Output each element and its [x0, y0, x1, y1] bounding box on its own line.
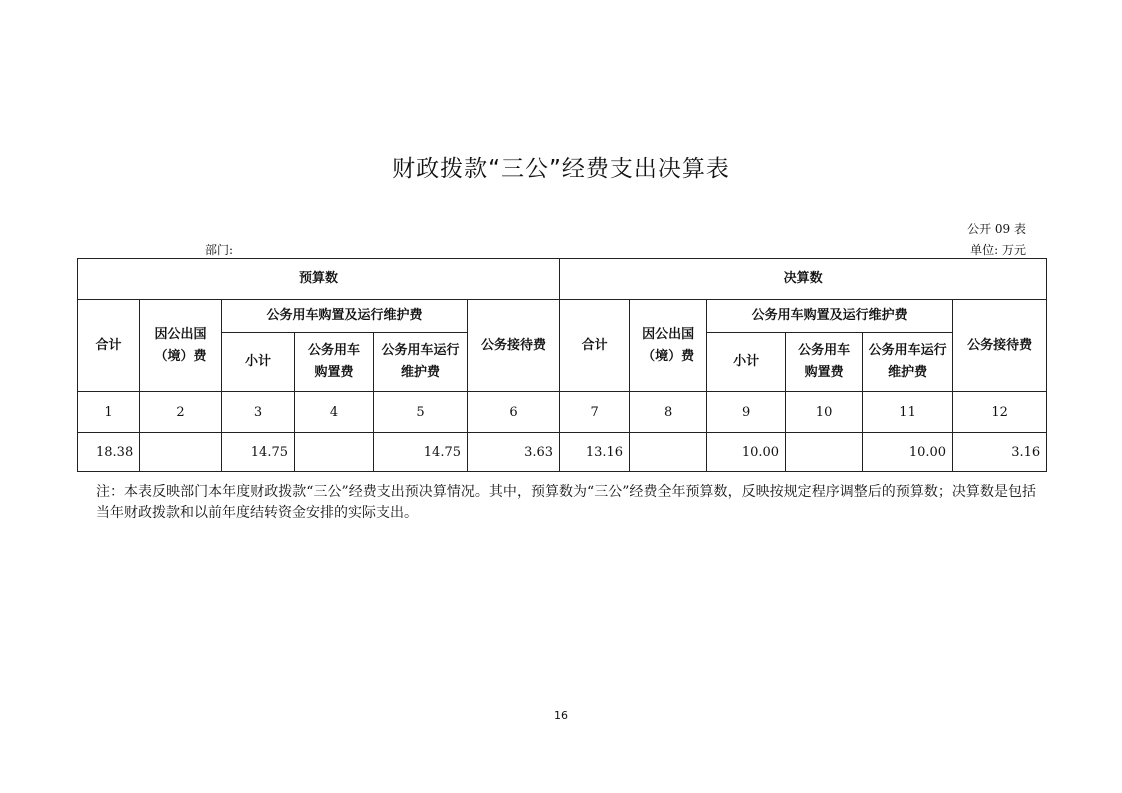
budget-vehicle-operation-value: 14.75 [374, 433, 468, 472]
column-number: 12 [953, 392, 1047, 433]
header-final-vehicle-purchase: 公务用车购置费 [786, 333, 863, 392]
header-final-subtotal: 小计 [707, 333, 786, 392]
header-final-vehicle-group: 公务用车购置及运行维护费 [707, 300, 953, 333]
header-budget-abroad: 因公出国（境）费 [140, 300, 222, 392]
column-number: 9 [707, 392, 786, 433]
header-final-total: 合计 [560, 300, 630, 392]
header-budget-vehicle-purchase: 公务用车购置费 [295, 333, 374, 392]
final-reception-value: 3.16 [953, 433, 1047, 472]
column-number: 11 [863, 392, 953, 433]
department-label: 部门: [205, 243, 234, 257]
header-budget-subtotal: 小计 [222, 333, 295, 392]
header-budget-reception: 公务接待费 [468, 300, 560, 392]
column-number: 7 [560, 392, 630, 433]
header-final-vehicle-operation: 公务用车运行维护费 [863, 333, 953, 392]
budget-reception-value: 3.63 [468, 433, 560, 472]
page-number: 16 [554, 709, 568, 722]
table-note: 注：本表反映部门本年度财政拨款“三公”经费支出预决算情况。其中，预算数为“三公”经费全年预算数，反映按规定程序调整后的预算数；决算数是包括当年财政拨款和以前年度结转资金安排的实际支出。 [96, 484, 1036, 521]
unit-label: 单位: 万元 [970, 243, 1026, 257]
budget-total-value: 18.38 [78, 433, 140, 472]
final-total-value: 13.16 [560, 433, 630, 472]
column-number: 2 [140, 392, 222, 433]
header-budget-vehicle-group: 公务用车购置及运行维护费 [222, 300, 468, 333]
column-number: 6 [468, 392, 560, 433]
meta-row [205, 241, 1026, 257]
final-vehicle-purchase-value [786, 433, 863, 472]
final-abroad-value [630, 433, 707, 472]
three-public-expenses-table [77, 258, 1047, 472]
column-number: 3 [222, 392, 295, 433]
page-title: 财政拨款“三公”经费支出决算表 [392, 156, 730, 182]
column-number: 10 [786, 392, 863, 433]
budget-subtotal-value: 14.75 [222, 433, 295, 472]
final-subtotal-value: 10.00 [707, 433, 786, 472]
header-budget: 预算数 [78, 259, 560, 300]
column-number: 4 [295, 392, 374, 433]
header-final-reception: 公务接待费 [953, 300, 1047, 392]
header-final: 决算数 [560, 259, 1047, 300]
form-number: 公开 09 表 [967, 222, 1026, 236]
column-number: 8 [630, 392, 707, 433]
table-row [78, 433, 1047, 472]
budget-abroad-value [140, 433, 222, 472]
final-vehicle-operation-value: 10.00 [863, 433, 953, 472]
header-budget-vehicle-operation: 公务用车运行维护费 [374, 333, 468, 392]
column-number: 5 [374, 392, 468, 433]
header-final-abroad: 因公出国（境）费 [630, 300, 707, 392]
header-budget-total: 合计 [78, 300, 140, 392]
column-number: 1 [78, 392, 140, 433]
budget-vehicle-purchase-value [295, 433, 374, 472]
